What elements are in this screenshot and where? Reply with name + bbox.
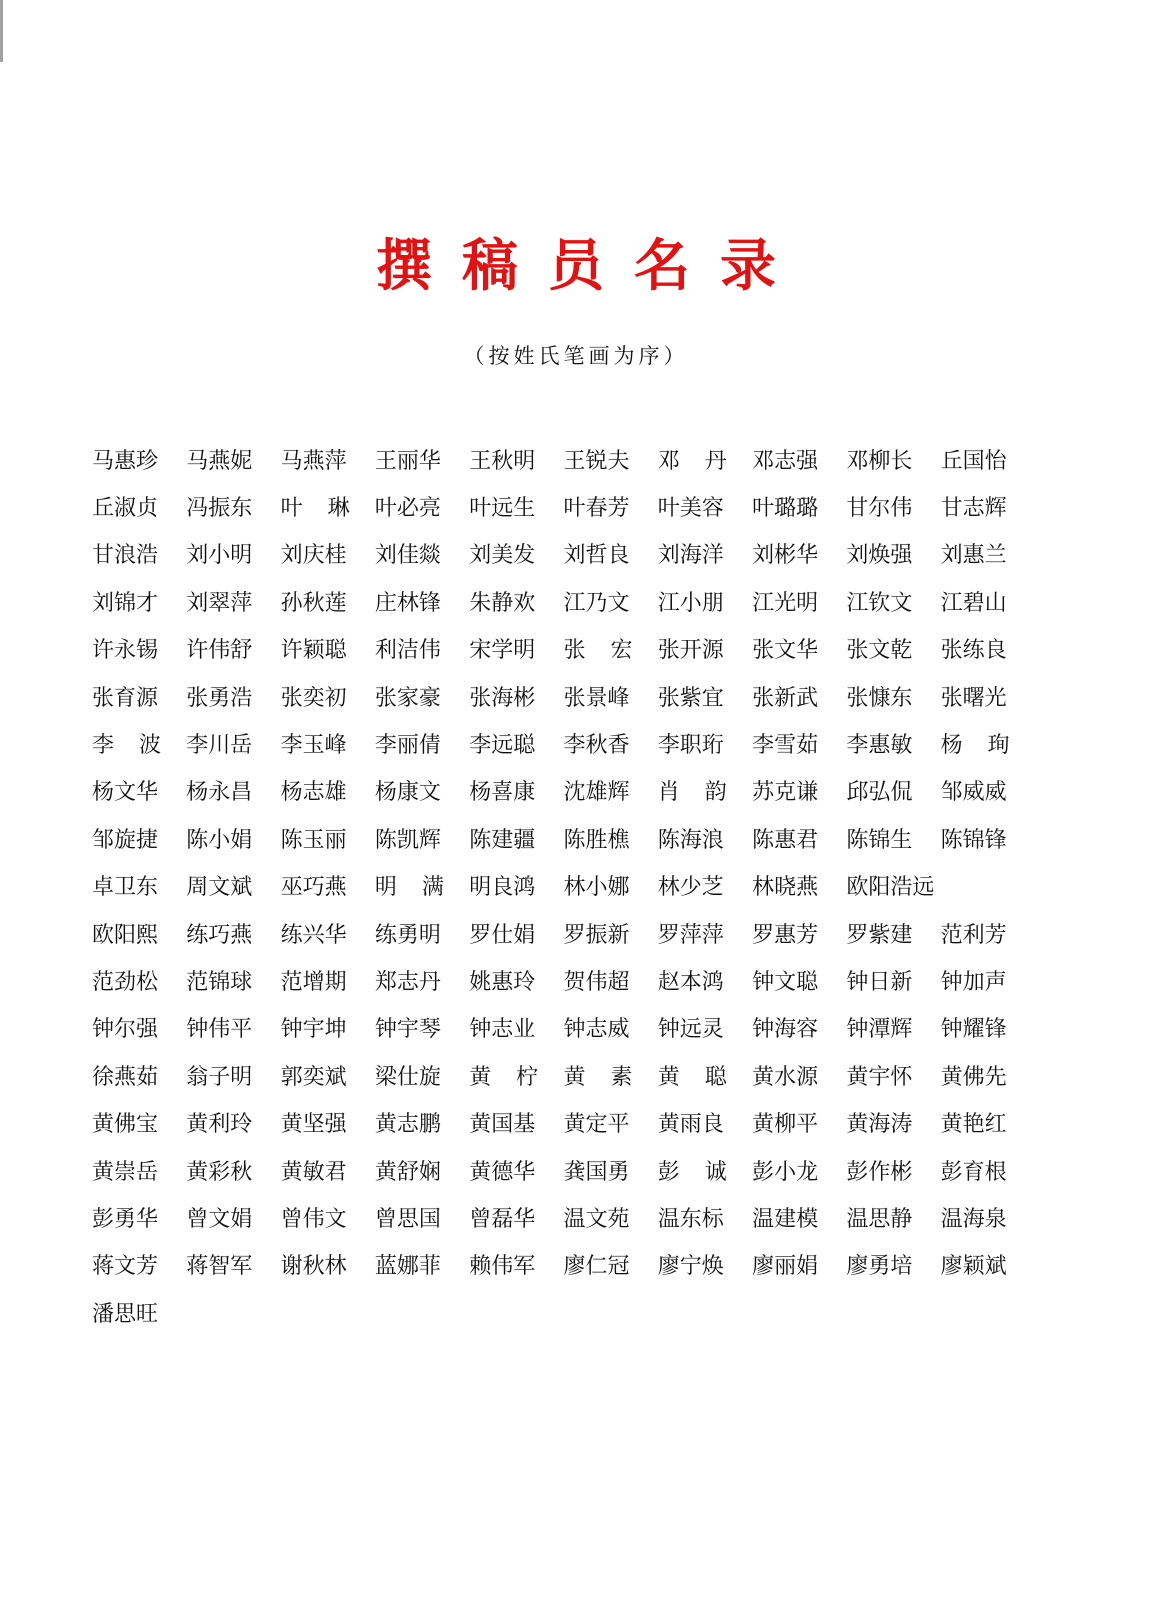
contributor-name: 黄舒娴 [374,1159,441,1185]
name-character: 珣 [987,733,1010,759]
contributor-name [941,731,1010,761]
contributor-name: 刘彬华 [752,543,819,569]
name-character: 韵 [704,780,727,806]
contributor-name: 李雪茹 [752,733,819,759]
contributor-name: 邓志强 [752,448,819,474]
contributor-name: 范劲松 [92,969,159,995]
name-row [92,1007,1132,1054]
contributor-name: 刘焕强 [846,543,913,569]
contributor-name: 杨永昌 [186,780,253,806]
name-character: 黄 [563,1064,586,1090]
name-character: 琳 [327,496,350,522]
contributor-name: 陈锦锋 [940,827,1007,853]
page-title: 撰稿员名录 [376,233,806,299]
contributor-name: 马惠珍 [92,448,159,474]
contributor-name: 练巧燕 [186,922,253,948]
name-character: 聪 [704,1064,727,1090]
contributor-name [658,1063,727,1093]
contributor-name: 李惠敏 [846,733,913,759]
contributor-name: 周文斌 [186,875,253,901]
contributor-name: 曾磊华 [469,1206,536,1232]
contributor-name: 叶美容 [657,496,724,522]
contributor-name: 杨志雄 [280,780,347,806]
contributor-name: 陈海浪 [657,827,724,853]
contributor-name: 黄定平 [563,1112,630,1138]
contributor-name: 利洁伟 [374,638,441,664]
contributor-name: 张文乾 [846,638,913,664]
contributor-name: 王秋明 [469,448,536,474]
contributor-name: 黄雨良 [657,1112,724,1138]
contributor-name: 叶春芳 [563,496,630,522]
contributor-name: 黄德华 [469,1159,536,1185]
contributor-name: 王锐夫 [563,448,630,474]
contributor-name: 温文苑 [563,1206,630,1232]
name-character: 黄 [657,1064,680,1090]
contributor-name: 李川岳 [186,733,253,759]
contributor-name: 李秋香 [563,733,630,759]
name-character: 肖 [657,780,680,806]
contributor-name: 杨康文 [374,780,441,806]
name-row [92,1101,1132,1148]
contributor-name: 张勇浩 [186,685,253,711]
contributor-name [469,1063,538,1093]
contributor-name: 黄柳平 [752,1112,819,1138]
contributor-name: 叶璐璐 [752,496,819,522]
contributor-name: 林小娜 [563,875,630,901]
contributor-name: 蒋文芳 [92,1254,159,1280]
name-row [92,1244,1132,1291]
contributor-name: 陈建疆 [469,827,536,853]
name-character: 黄 [469,1064,492,1090]
contributor-name [563,636,632,666]
name-row [92,1054,1132,1101]
name-row [92,1196,1132,1243]
contributor-name: 许永锡 [92,638,159,664]
contributor-name: 彭作彬 [846,1159,913,1185]
contributor-name: 江钦文 [846,590,913,616]
name-row [92,485,1132,532]
contributor-name: 黄佛宝 [92,1112,159,1138]
name-row [92,817,1132,864]
contributor-name: 邓柳长 [846,448,913,474]
contributor-name: 姚惠玲 [469,969,536,995]
contributor-name: 刘小明 [186,543,253,569]
contributor-name: 黄彩秋 [186,1159,253,1185]
contributor-name: 钟宇琴 [374,1017,441,1043]
contributor-name: 甘尔伟 [846,496,913,522]
contributor-name: 李丽倩 [374,733,441,759]
contributor-name: 潘思旺 [92,1301,159,1327]
contributor-name: 江光明 [752,590,819,616]
contributor-name: 陈惠君 [752,827,819,853]
contributor-name: 黄艳红 [940,1112,1007,1138]
name-row [92,959,1132,1006]
contributor-name: 丘国怡 [940,448,1007,474]
name-character: 丹 [704,448,727,474]
contributor-name: 钟文聪 [752,969,819,995]
contributor-name: 刘翠萍 [186,590,253,616]
contributor-name: 王丽华 [374,448,441,474]
name-character: 张 [563,638,586,664]
contributor-name: 钟耀锋 [940,1017,1007,1043]
contributor-name: 庄林锋 [374,590,441,616]
contributor-name: 李远聪 [469,733,536,759]
name-row [92,580,1132,627]
name-row [92,1291,1132,1338]
contributor-name: 林少芝 [657,875,724,901]
contributor-name: 黄坚强 [280,1112,347,1138]
contributor-name: 卓卫东 [92,875,159,901]
contributor-name: 黄宇怀 [846,1064,913,1090]
contributor-name: 罗萍萍 [657,922,724,948]
contributor-name: 甘志辉 [940,496,1007,522]
contributor-name: 邱弘侃 [846,780,913,806]
contributor-name: 赖伟军 [469,1254,536,1280]
contributor-name: 陈锦生 [846,827,913,853]
contributor-name: 黄佛先 [940,1064,1007,1090]
contributor-name: 郑志丹 [374,969,441,995]
contributor-name: 张景峰 [563,685,630,711]
contributor-name: 温建模 [752,1206,819,1232]
contributor-name: 刘海洋 [657,543,724,569]
name-character: 满 [421,875,444,901]
contributor-name: 丘淑贞 [92,496,159,522]
contributor-name: 钟宇坤 [280,1017,347,1043]
contributor-name [658,1158,727,1188]
contributor-name: 刘锦才 [92,590,159,616]
name-row [92,675,1132,722]
name-character: 波 [138,733,161,759]
contributor-name: 廖丽娟 [752,1254,819,1280]
contributor-name [92,731,161,761]
contributor-name: 张开源 [657,638,724,664]
contributor-name: 钟潭辉 [846,1017,913,1043]
contributor-name: 廖勇培 [846,1254,913,1280]
contributor-name: 钟志业 [469,1017,536,1043]
contributor-name: 杨喜康 [469,780,536,806]
contributor-name: 李职珩 [657,733,724,759]
name-row [92,628,1132,675]
contributor-name: 巫巧燕 [280,875,347,901]
contributor-name: 刘美发 [469,543,536,569]
contributor-name: 沈雄辉 [563,780,630,806]
name-row [92,722,1132,769]
contributor-name: 欧阳熙 [92,922,159,948]
name-row [92,533,1132,580]
contributor-name: 叶必亮 [374,496,441,522]
contributor-name: 杨文华 [92,780,159,806]
contributor-name: 张奕初 [280,685,347,711]
contributor-name: 张育源 [92,685,159,711]
name-character: 素 [610,1064,633,1090]
contributor-name: 张家豪 [374,685,441,711]
name-row [92,865,1132,912]
name-character: 叶 [280,496,303,522]
contributor-name: 黄利玲 [186,1112,253,1138]
contributor-name: 邹旋捷 [92,827,159,853]
contributor-name: 罗惠芳 [752,922,819,948]
contributor-name: 温思静 [846,1206,913,1232]
name-character: 杨 [940,733,963,759]
contributor-name: 张慷东 [846,685,913,711]
contributor-name: 罗振新 [563,922,630,948]
contributor-name: 马燕萍 [280,448,347,474]
contributor-name [563,1063,632,1093]
name-character: 邓 [657,448,680,474]
contributor-name: 谢秋林 [280,1254,347,1280]
contributor-name: 甘浪浩 [92,543,159,569]
contributor-name: 孙秋莲 [280,590,347,616]
contributor-name: 曾伟文 [280,1206,347,1232]
contributor-name: 温东标 [657,1206,724,1232]
contributor-name: 刘佳燚 [374,543,441,569]
name-list [92,438,1132,1338]
contributor-name: 范利芳 [940,922,1007,948]
contributor-name: 翁子明 [186,1064,253,1090]
contributor-name: 黄海涛 [846,1112,913,1138]
contributor-name: 范增期 [280,969,347,995]
contributor-name: 马燕妮 [186,448,253,474]
contributor-name: 钟伟平 [186,1017,253,1043]
contributor-name: 蓝娜菲 [374,1254,441,1280]
contributor-name [375,873,444,903]
contributor-name: 黄敏君 [280,1159,347,1185]
contributor-name: 黄国基 [469,1112,536,1138]
contributor-name: 欧阳浩远 [846,875,935,901]
page-subtitle: （按姓氏笔画为序） [463,344,689,368]
contributor-name [658,447,727,477]
contributor-name: 曾文娟 [186,1206,253,1232]
contributor-name: 刘惠兰 [940,543,1007,569]
name-row [92,912,1132,959]
contributor-name: 刘庆桂 [280,543,347,569]
contributor-name [281,494,350,524]
contributor-name: 朱静欢 [469,590,536,616]
name-row [92,1149,1132,1196]
contributor-name: 陈胜樵 [563,827,630,853]
name-row [92,438,1132,485]
contributor-name: 蒋智军 [186,1254,253,1280]
contributor-name: 龚国勇 [563,1159,630,1185]
contributor-name: 陈小娟 [186,827,253,853]
contributor-name: 钟尔强 [92,1017,159,1043]
name-row [92,770,1132,817]
contributor-name [658,778,727,808]
contributor-name: 罗紫建 [846,922,913,948]
name-character: 明 [374,875,397,901]
name-character: 诚 [704,1159,727,1185]
contributor-name: 彭勇华 [92,1206,159,1232]
contributor-name: 廖宁焕 [657,1254,724,1280]
contributor-name: 彭小龙 [752,1159,819,1185]
contributor-name: 李玉峰 [280,733,347,759]
contributor-name: 钟加声 [940,969,1007,995]
contributor-name: 罗仕娟 [469,922,536,948]
contributor-name: 刘哲良 [563,543,630,569]
contributor-name: 练勇明 [374,922,441,948]
contributor-name: 冯振东 [186,496,253,522]
contributor-name: 陈凯辉 [374,827,441,853]
contributor-name: 张海彬 [469,685,536,711]
contributor-name: 廖颖斌 [940,1254,1007,1280]
name-character: 宏 [610,638,633,664]
name-character: 彭 [657,1159,680,1185]
contributor-name: 陈玉丽 [280,827,347,853]
contributor-name: 叶远生 [469,496,536,522]
contributor-name: 郭奕斌 [280,1064,347,1090]
name-character: 柠 [516,1064,539,1090]
contributor-name: 练兴华 [280,922,347,948]
contributor-name: 张练良 [940,638,1007,664]
contributor-name: 许伟舒 [186,638,253,664]
contributor-name: 贺伟超 [563,969,630,995]
contributor-name: 张新武 [752,685,819,711]
contributor-name: 钟海容 [752,1017,819,1043]
contributor-name: 温海泉 [940,1206,1007,1232]
contributor-name: 黄志鹏 [374,1112,441,1138]
contributor-name: 彭育根 [940,1159,1007,1185]
contributor-name: 范锦球 [186,969,253,995]
contributor-name: 明良鸿 [469,875,536,901]
contributor-name: 许颖聪 [280,638,347,664]
contributor-name: 曾思国 [374,1206,441,1232]
contributor-name: 张文华 [752,638,819,664]
contributor-name: 张紫宜 [657,685,724,711]
contributor-name: 黄水源 [752,1064,819,1090]
scan-edge-mark [0,0,3,62]
contributor-name: 徐燕茹 [92,1064,159,1090]
contributor-name: 苏克谦 [752,780,819,806]
contributor-name: 廖仁冠 [563,1254,630,1280]
contributor-name: 钟远灵 [657,1017,724,1043]
contributor-name: 黄崇岳 [92,1159,159,1185]
contributor-name: 赵本鸿 [657,969,724,995]
contributor-name: 林晓燕 [752,875,819,901]
contributor-name: 江小朋 [657,590,724,616]
contributor-name: 宋学明 [469,638,536,664]
contributor-name: 张曙光 [940,685,1007,711]
contributor-name: 钟日新 [846,969,913,995]
name-character: 李 [92,733,115,759]
contributor-name: 江乃文 [563,590,630,616]
contributor-name: 邹威威 [940,780,1007,806]
contributor-name: 钟志威 [563,1017,630,1043]
contributor-name: 江碧山 [940,590,1007,616]
contributor-name: 梁仕旋 [374,1064,441,1090]
